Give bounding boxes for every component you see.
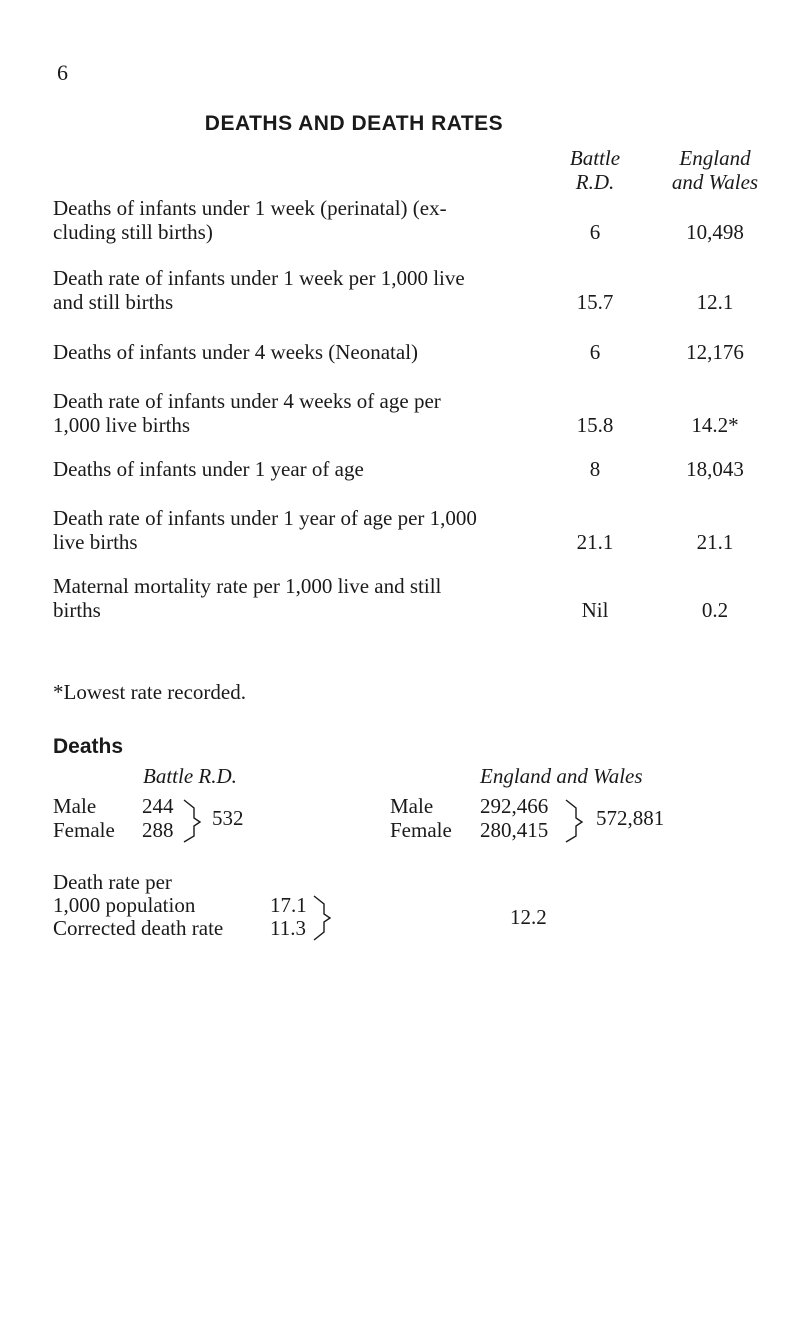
battle-value: 6 [589, 220, 601, 244]
row-label-line1: Death rate of infants under 1 week per 1,000 live [53, 266, 465, 290]
deaths-heading: Deaths [53, 735, 124, 758]
england-value: 12,176 [686, 340, 744, 364]
battle-subheading: Battle R.D. [143, 764, 237, 788]
england-female-value: 280,415 [480, 818, 549, 842]
battle-header-line2: R.D. [575, 170, 615, 194]
row-label-line1: Deaths of infants under 1 week (perinatal) (ex- [53, 196, 447, 220]
battle-value: 8 [589, 457, 601, 481]
england-total-value: 572,881 [596, 806, 665, 830]
battle-female-value: 288 [142, 818, 174, 842]
row-label-line1: Maternal mortality rate per 1,000 live and still [53, 574, 442, 598]
england-header-line1: England [679, 146, 751, 170]
battle-corrected-rate: 11.3 [270, 916, 306, 940]
england-male-value: 292,466 [480, 794, 549, 818]
row-label-line2: cluding still births) [53, 220, 213, 244]
battle-header-line1: Battle [569, 146, 621, 170]
row-label-line2: births [53, 598, 101, 622]
england-column-header [645, 146, 785, 194]
england-value: 0.2 [701, 598, 729, 622]
corrected-rate-label: Corrected death rate [53, 916, 224, 940]
battle-value: 21.1 [576, 530, 614, 554]
england-value: 18,043 [686, 457, 744, 481]
england-value: 14.2* [691, 413, 739, 437]
england-subheading: England and Wales [480, 764, 643, 788]
page-number: 6 [57, 60, 68, 85]
row-label-line1: Death rate of infants under 1 year of age per 1,000 [53, 506, 477, 530]
page-title: DEATHS AND DEATH RATES [204, 112, 504, 135]
rate-label-line2: 1,000 population [53, 893, 196, 917]
row-label-line1: Deaths of infants under 4 weeks (Neonatal) [53, 340, 419, 364]
battle-column-header [540, 146, 650, 194]
rate-label-line1: Death rate per [53, 870, 172, 894]
england-male-label: Male [390, 794, 434, 818]
battle-value: 15.7 [576, 290, 614, 314]
england-value: 21.1 [696, 530, 734, 554]
battle-value: 15.8 [576, 413, 614, 437]
battle-male-label: Male [53, 794, 97, 818]
battle-value: Nil [581, 598, 609, 622]
footnote: *Lowest rate recorded. [53, 680, 246, 704]
row-label-line2: 1,000 live births [53, 413, 191, 437]
england-value: 10,498 [686, 220, 744, 244]
battle-value: 6 [589, 340, 601, 364]
row-label-line2: and still births [53, 290, 174, 314]
battle-total-value: 532 [212, 806, 244, 830]
england-value: 12.1 [696, 290, 734, 314]
england-female-label: Female [390, 818, 452, 842]
row-label-line1: Deaths of infants under 1 year of age [53, 457, 364, 481]
england-header-line2: and Wales [671, 170, 759, 194]
england-death-rate: 12.2 [510, 905, 547, 929]
battle-male-value: 244 [142, 794, 174, 818]
battle-female-label: Female [53, 818, 115, 842]
battle-total-brace [178, 796, 208, 846]
england-total-brace [560, 796, 590, 846]
battle-death-rate: 17.1 [270, 893, 307, 917]
row-label-line2: live births [53, 530, 138, 554]
row-label-line1: Death rate of infants under 4 weeks of age per [53, 389, 441, 413]
rate-brace [308, 892, 338, 944]
